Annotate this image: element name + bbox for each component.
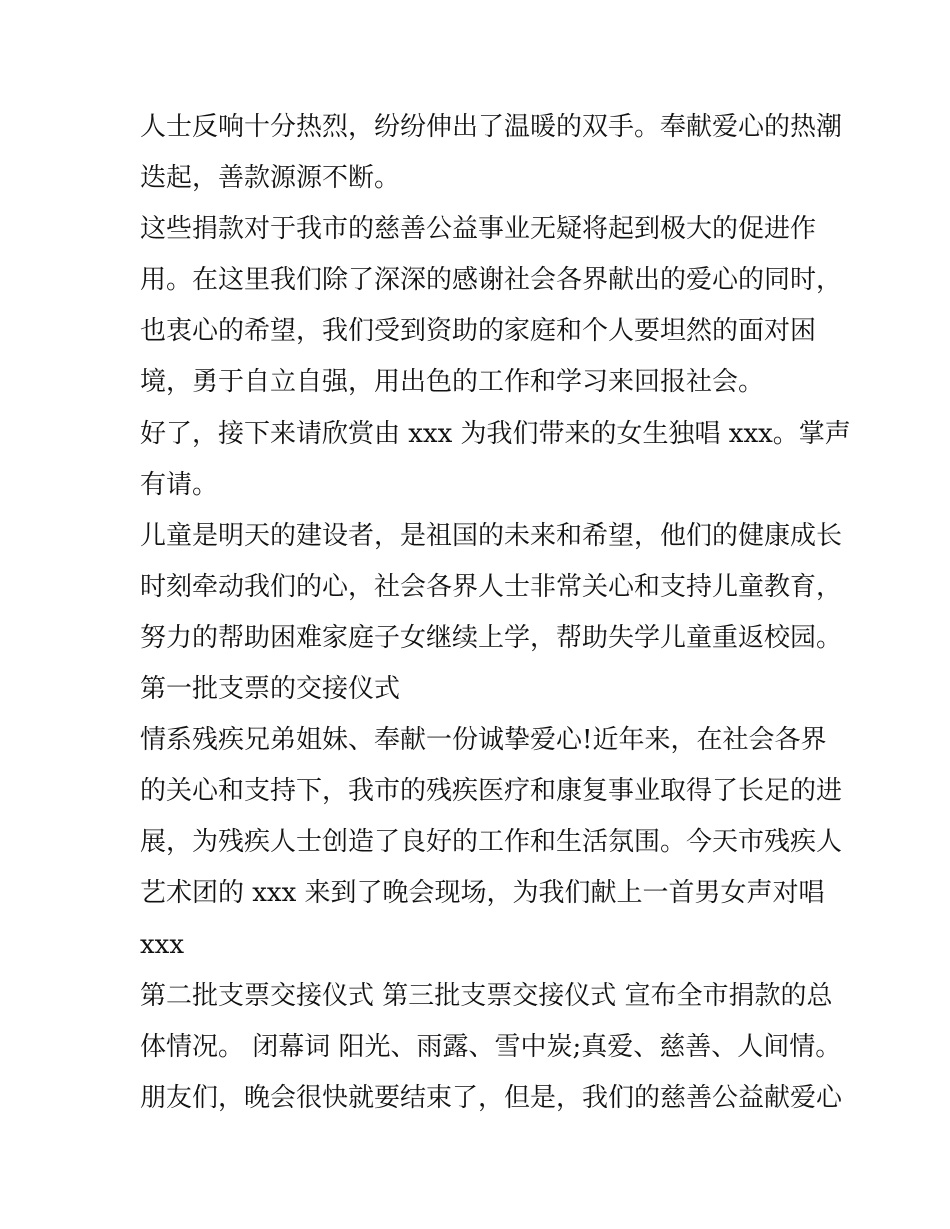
document-body [140, 102, 851, 1124]
text-line: 用。在这里我们除了深深的感谢社会各界献出的爱心的同时， [140, 265, 843, 296]
text-line: 时刻牵动我们的心，社会各界人士非常关心和支持儿童教育， [140, 571, 843, 602]
text-line: 迭起，善款源源不断。 [140, 163, 401, 194]
text-line: 也衷心的希望，我们受到资助的家庭和个人要坦然的面对困 [140, 316, 817, 347]
text-line: 艺术团的 xxx 来到了晚会现场，为我们献上一首男女声对唱 [140, 878, 825, 909]
text-line: 努力的帮助困难家庭子女继续上学，帮助失学儿童重返校园。 [140, 622, 843, 653]
text-line: 儿童是明天的建设者，是祖国的未来和希望，他们的健康成长 [140, 520, 843, 551]
section-heading: 第一批支票的交接仪式 [140, 674, 401, 705]
text-line: 体情况。 闭幕词 阳光、雨露、雪中炭;真爱、慈善、人间情。 [140, 1031, 842, 1062]
text-line: 第二批支票交接仪式 第三批支票交接仪式 宣布全市捐款的总 [140, 980, 833, 1011]
text-line: 人士反响十分热烈，纷纷伸出了温暖的双手。奉献爱心的热潮 [140, 112, 843, 142]
text-line: xxx [140, 929, 184, 960]
text-line: 这些捐款对于我市的慈善公益事业无疑将起到极大的促进作 [140, 214, 817, 245]
text-line: 有请。 [140, 469, 219, 500]
text-line: 展，为残疾人士创造了良好的工作和生活氛围。今天市残疾人 [140, 827, 843, 858]
text-line: 境，勇于自立自强，用出色的工作和学习来回报社会。 [140, 367, 765, 398]
text-line: 的关心和支持下，我市的残疾医疗和康复事业取得了长足的进 [140, 776, 843, 807]
text-line: 情系残疾兄弟姐妹、奉献一份诚挚爱心!近年来，在社会各界 [140, 725, 827, 756]
text-line: 朋友们，晚会很快就要结束了，但是，我们的慈善公益献爱心 [140, 1082, 843, 1113]
text-line: 好了，接下来请欣赏由 xxx 为我们带来的女生独唱 xxx。掌声 [140, 418, 851, 449]
